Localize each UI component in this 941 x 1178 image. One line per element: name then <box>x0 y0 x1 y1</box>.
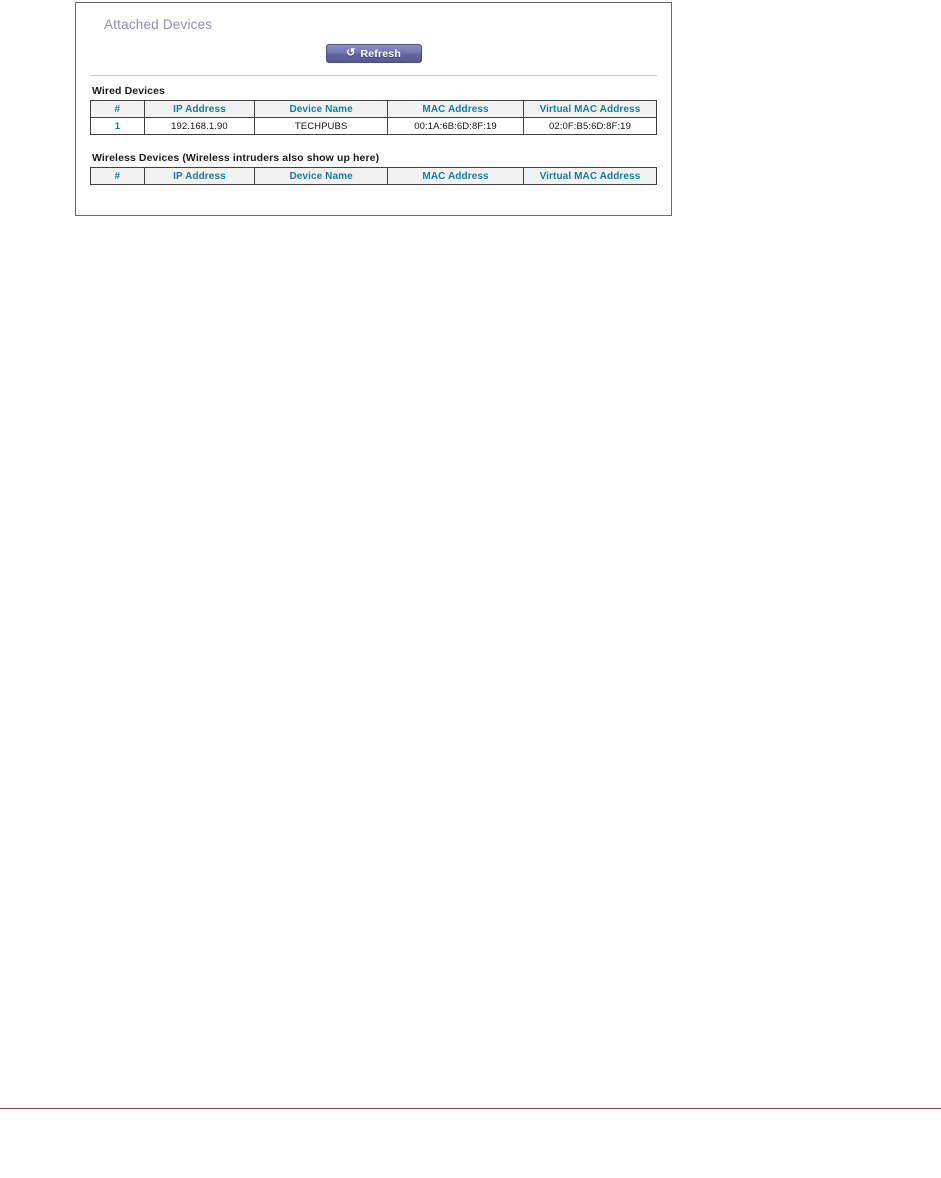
column-header-ip-address: IP Address <box>144 101 254 118</box>
refresh-button[interactable] <box>326 44 422 63</box>
wireless-devices-heading: Wireless Devices (Wireless intruders also show up here) <box>92 152 380 164</box>
column-header-mac-address: MAC Address <box>388 168 524 185</box>
column-header-mac-address: MAC Address <box>388 101 524 118</box>
cell-device-name: TECHPUBS <box>255 118 388 135</box>
attached-devices-panel <box>75 2 672 216</box>
column-header-device-name: Device Name <box>255 101 388 118</box>
divider <box>90 75 657 76</box>
cell-mac-address: 00:1A:6B:6D:8F:19 <box>388 118 524 135</box>
table-header-row <box>91 101 657 118</box>
cell-ip-address: 192.168.1.90 <box>144 118 254 135</box>
column-header-index: # <box>91 168 145 185</box>
column-header-ip-address: IP Address <box>144 168 254 185</box>
cell-virtual-mac-address: 02:0F:B5:6D:8F:19 <box>523 118 656 135</box>
page-footer-rule <box>0 1108 941 1109</box>
cell-index: 1 <box>91 118 145 135</box>
column-header-virtual-mac-address: Virtual MAC Address <box>523 168 656 185</box>
section-spacer <box>90 135 657 143</box>
page-title: Attached Devices <box>104 17 213 32</box>
toolbar <box>90 44 657 63</box>
wired-devices-heading: Wired Devices <box>92 85 165 97</box>
wired-devices-table <box>90 100 657 135</box>
column-header-device-name: Device Name <box>255 168 388 185</box>
refresh-button-label: Refresh <box>360 47 401 60</box>
wireless-devices-table <box>90 167 657 185</box>
table-row <box>91 118 657 135</box>
column-header-index: # <box>91 101 145 118</box>
table-header-row <box>91 168 657 185</box>
column-header-virtual-mac-address: Virtual MAC Address <box>523 101 656 118</box>
refresh-icon: ↻ <box>346 47 356 59</box>
